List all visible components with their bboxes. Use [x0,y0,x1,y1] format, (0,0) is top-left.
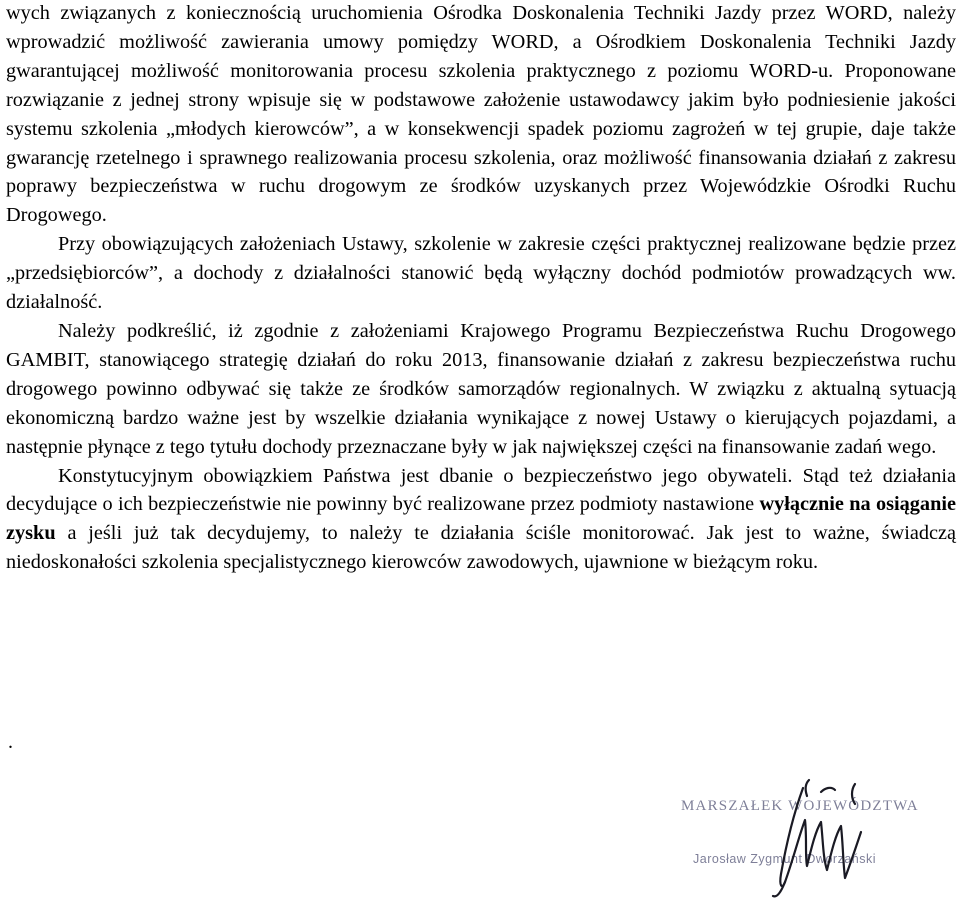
document-body [6,0,956,577]
text-segment: a jeśli już tak decydujemy, to należy te działania ściśle monitorować. Jak jest to ważne, świadczą niedoskonałości szkolenia specjalistycznego kierowców zawodowych, ujawnione w bieżącym roku. [6,522,956,574]
text-segment: Konstytucyjnym obowiązkiem Państwa jest dbanie o bezpieczeństwo jego obywateli. Stąd też działania decydujące o ich bezpieczeństwie nie powinny być realizowane przez podmioty nastawione [6,464,956,516]
stamp-name: Jarosław Zygmunt Dworzański [693,852,876,866]
handwritten-signature [655,770,955,900]
paragraph [6,317,956,462]
text-segment: Przy obowiązujących założeniach Ustawy, szkolenie w zakresie części praktycznej realizowane będzie przez „przedsiębiorców”, a dochody z działalności stanowić będą wyłączny dochód podmiotów prowadzących ww. działalność. [6,233,956,314]
stamp-title: MARSZAŁEK WOJEWÓDZTWA [681,798,919,814]
trailing-mark: . [8,731,13,753]
official-stamp [655,770,955,900]
paragraph [6,230,956,317]
paragraph [6,462,956,578]
text-segment: Należy podkreślić, iż zgodnie z założeniami Krajowego Programu Bezpieczeństwa Ruchu Drogowego GAMBIT, stanowiącego strategię działań do roku 2013, finansowanie działań z zakresu bezpieczeństwa ruchu drogowego powinno odbywać się także ze środków samorządów regionalnych. W związku z aktualną sytuacją ekonomiczną bardzo ważne jest by wszelkie działania wynikające z nowej Ustawy o kierujących pojazdami, a następnie płynące z tego tytułu dochody przeznaczane były w jak największej części na finansowanie zadań wego. [6,319,956,458]
paragraph [6,0,956,230]
document-page [6,0,956,577]
text-segment: wych związanych z koniecznością uruchomienia Ośrodka Doskonalenia Techniki Jazdy przez WORD, należy wprowadzić możliwość zawierania umowy pomiędzy WORD, a Ośrodkiem Doskonalenia Techniki Jazdy gwarantującej możliwość monitorowania procesu szkolenia praktycznego z poziomu WORD-u. Proponowane rozwiązanie z jednej strony wpisuje się w podstawowe założenie ustawodawcy jakim było podniesienie jakości systemu szkolenia „młodych kierowców”, a w konsekwencji spadek poziomu zagrożeń w tej grupie, daje także gwarancję rzetelnego i sprawnego realizowania procesu szkolenia, oraz możliwość finansowania działań z zakresu poprawy bezpieczeństwa w ruchu drogowym ze środków uzyskanych przez Wojewódzkie Ośrodki Ruchu Drogowego. [6,2,956,227]
bold-emphasis: wyłącznie na osiąganie zysku [6,493,956,545]
